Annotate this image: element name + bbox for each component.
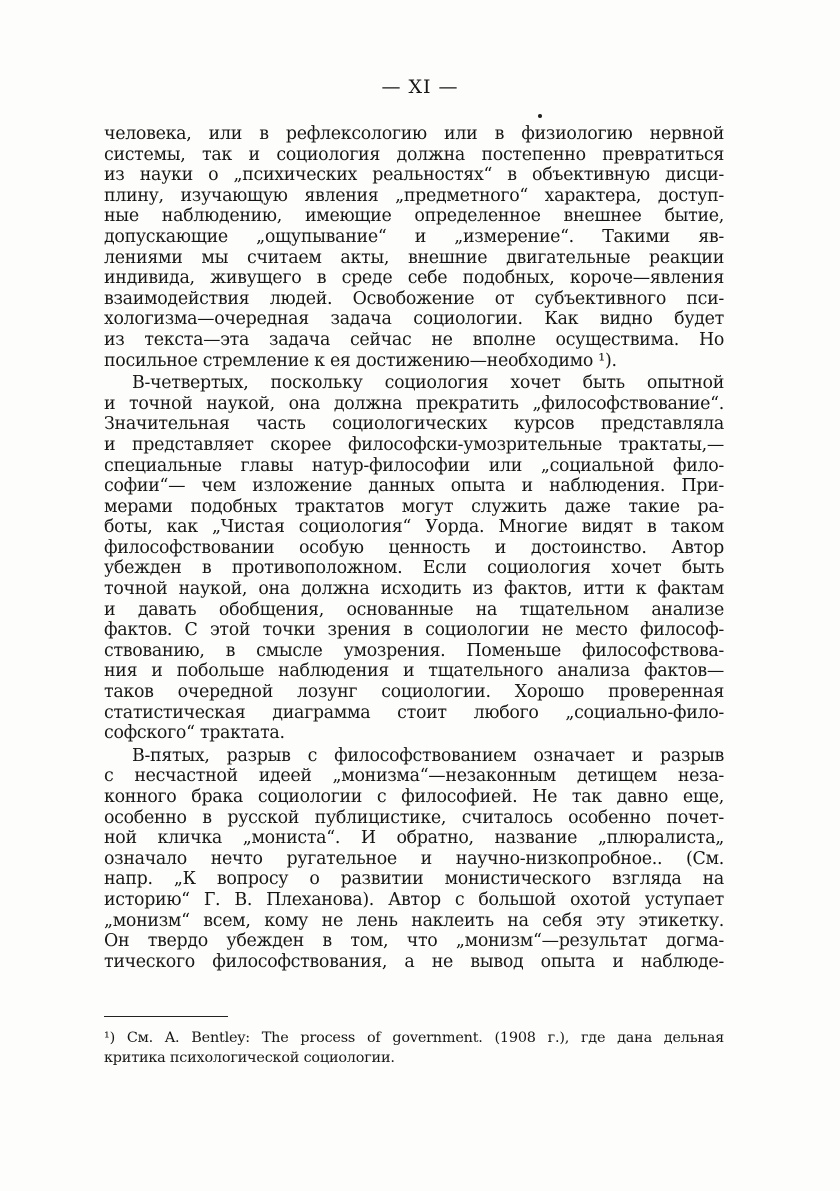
text-line: взаимодействия людей. Освобожение от субъективного пси- xyxy=(104,288,724,309)
page-number: — XI — xyxy=(381,76,459,98)
text-line: В-пятых, разрыв с философствованием означает и разрыв xyxy=(132,745,724,766)
text-line: специальные главы натур-философии или „социальной фило- xyxy=(104,455,724,476)
ink-dot xyxy=(538,114,542,118)
text-line: особенно в русской публицистике, считалось особенно почет- xyxy=(104,807,724,828)
text-line: с несчастной идеей „монизма“—незаконным детищем неза- xyxy=(104,766,724,787)
footnote-divider xyxy=(104,1016,228,1017)
text-line: Он твердо убежден в том, что „монизм“—результат догма- xyxy=(104,931,724,952)
footnote-line: ¹) См. A. Bentley: The process of government. (1908 г.), где дана дельная xyxy=(104,1030,724,1046)
text-line: мерами подобных трактатов могут служить даже такие ра- xyxy=(104,496,724,517)
text-line: лениями мы считаем акты, внешние двигательные реакции xyxy=(104,247,724,268)
text-line: историю“ Г. В. Плеханова). Автор с большой охотой уступает xyxy=(104,889,724,910)
text-line: посильное стремление к ея достижению—необходимо ¹). xyxy=(104,350,617,371)
text-line: и представляет скорее философски-умозрительные трактаты,— xyxy=(104,434,724,455)
text-line: фактов. С этой точки зрения в социологии не место философ- xyxy=(104,620,724,641)
text-line: конного брака социологии с философией. Не так давно еще, xyxy=(104,787,724,807)
text-line: означало нечто ругательное и научно-низкопробное.. (См. xyxy=(104,848,724,869)
text-line: ствованию, в смысле умозрения. Поменьше философствова- xyxy=(104,640,724,661)
text-line: ные наблюдению, имеющие определенное внешнее бытие, xyxy=(104,206,724,227)
text-line: философствовании особую ценность и достоинство. Автор xyxy=(104,537,724,558)
text-line: софского“ трактата. xyxy=(104,723,285,744)
text-line: индивида, живущего в среде себе подобных, короче—явления xyxy=(104,268,724,289)
text-line: Значительная часть социологических курсов представляла xyxy=(104,414,724,435)
text-line: В-четвертых, поскольку социология хочет быть опытной xyxy=(132,373,724,394)
text-line: из науки о „психических реальностях“ в объективную дисци- xyxy=(104,165,724,186)
text-line: из текста—эта задача сейчас не вполне осуществима. Но xyxy=(104,329,724,350)
text-line: плину, изучающую явления „предметного“ характера, доступ- xyxy=(104,185,724,206)
text-line: боты, как „Чистая социология“ Уорда. Многие видят в таком xyxy=(104,517,724,538)
text-line: „монизм“ всем, кому не лень наклеить на себя эту этикетку. xyxy=(104,910,724,931)
text-line: статистическая диаграмма стоит любого „социально-фило- xyxy=(104,702,724,723)
text-line: человека, или в рефлексологию или в физиологию нервной xyxy=(104,124,724,144)
text-line: убежден в противоположном. Если социология хочет быть xyxy=(104,558,724,579)
text-line: и точной наукой, она должна прекратить „философствование“. xyxy=(104,393,724,414)
text-line: точной наукой, она должна исходить из фактов, итти к фактам xyxy=(104,579,724,600)
text-line: и давать обобщения, основанные на тщательном анализе xyxy=(104,599,724,620)
text-line: таков очередной лозунг социологии. Хорошо проверенная xyxy=(104,682,724,703)
text-line: напр. „К вопросу о развитии монистического взгляда на xyxy=(104,869,724,890)
text-line: софии“— чем изложение данных опыта и наблюдения. При- xyxy=(104,476,724,497)
text-line: допускающие „ощупывание“ и „измерение“. Такими яв- xyxy=(104,226,724,247)
text-line: системы, так и социология должна постепенно превратиться xyxy=(104,144,724,165)
text-line: ния и побольше наблюдения и тщательного анализа фактов— xyxy=(104,661,724,682)
text-line: ной кличка „мониста“. И обратно, название „плюралиста„ xyxy=(104,828,724,849)
main-text xyxy=(104,124,724,972)
text-line: тического философствования, а не вывод опыта и наблюде- xyxy=(104,951,724,972)
footnote-line: критика психологической социологии. xyxy=(104,1050,395,1066)
text-line: хологизма—очередная задача социологии. Как видно будет xyxy=(104,309,724,330)
footnote xyxy=(104,1028,724,1068)
